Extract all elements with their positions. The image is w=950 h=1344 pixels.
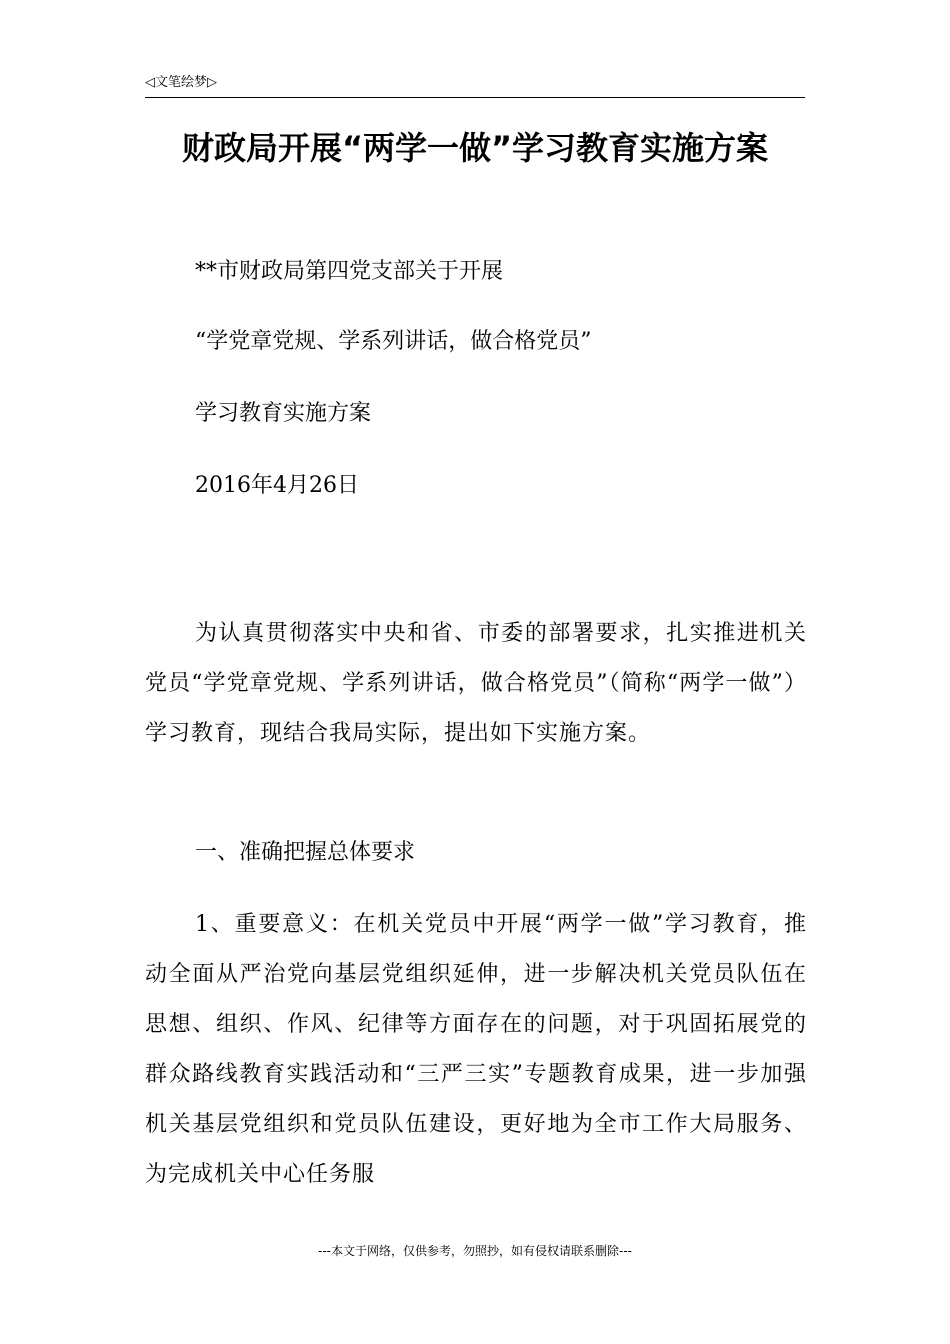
document-date: 2016年4月26日 — [195, 473, 359, 498]
plan-name-line: 学习教育实施方案 — [195, 401, 372, 426]
header-brand: ◁文笔绘梦▷ — [145, 75, 217, 90]
document-title: 财政局开展“两学一做”学习教育实施方案 — [181, 129, 769, 167]
section-paragraph: 1、重要意义：在机关党员中开展“两学一做”学习教育，推动全面从严治党向基层党组织延伸，进一步解决机关党员队伍在思想、组织、作风、纪律等方面存在的问题，对于巩固拓展党的群众路线教育实践活动和“三严三实”专题教育成果，进一步加强机关基层党组织和党员队伍建设，更好地为全市工作大局服务、为完成机关中心任务服 — [145, 912, 807, 1187]
issuer-line: **市财政局第四党支部关于开展 — [195, 259, 504, 284]
campaign-line: “学党章党规、学系列讲话，做合格党员” — [195, 329, 592, 354]
intro-paragraph: 为认真贯彻落实中央和省、市委的部署要求，扎实推进机关党员“学党章党规、学系列讲话，做合格党员”（简称“两学一做”）学习教育，现结合我局实际，提出如下实施方案。 — [145, 621, 807, 746]
footer-note: ---本文于网络，仅供参考，勿照抄，如有侵权请联系删除--- — [318, 1244, 632, 1258]
section-heading: 一、准确把握总体要求 — [195, 840, 416, 865]
header-divider — [145, 97, 805, 98]
